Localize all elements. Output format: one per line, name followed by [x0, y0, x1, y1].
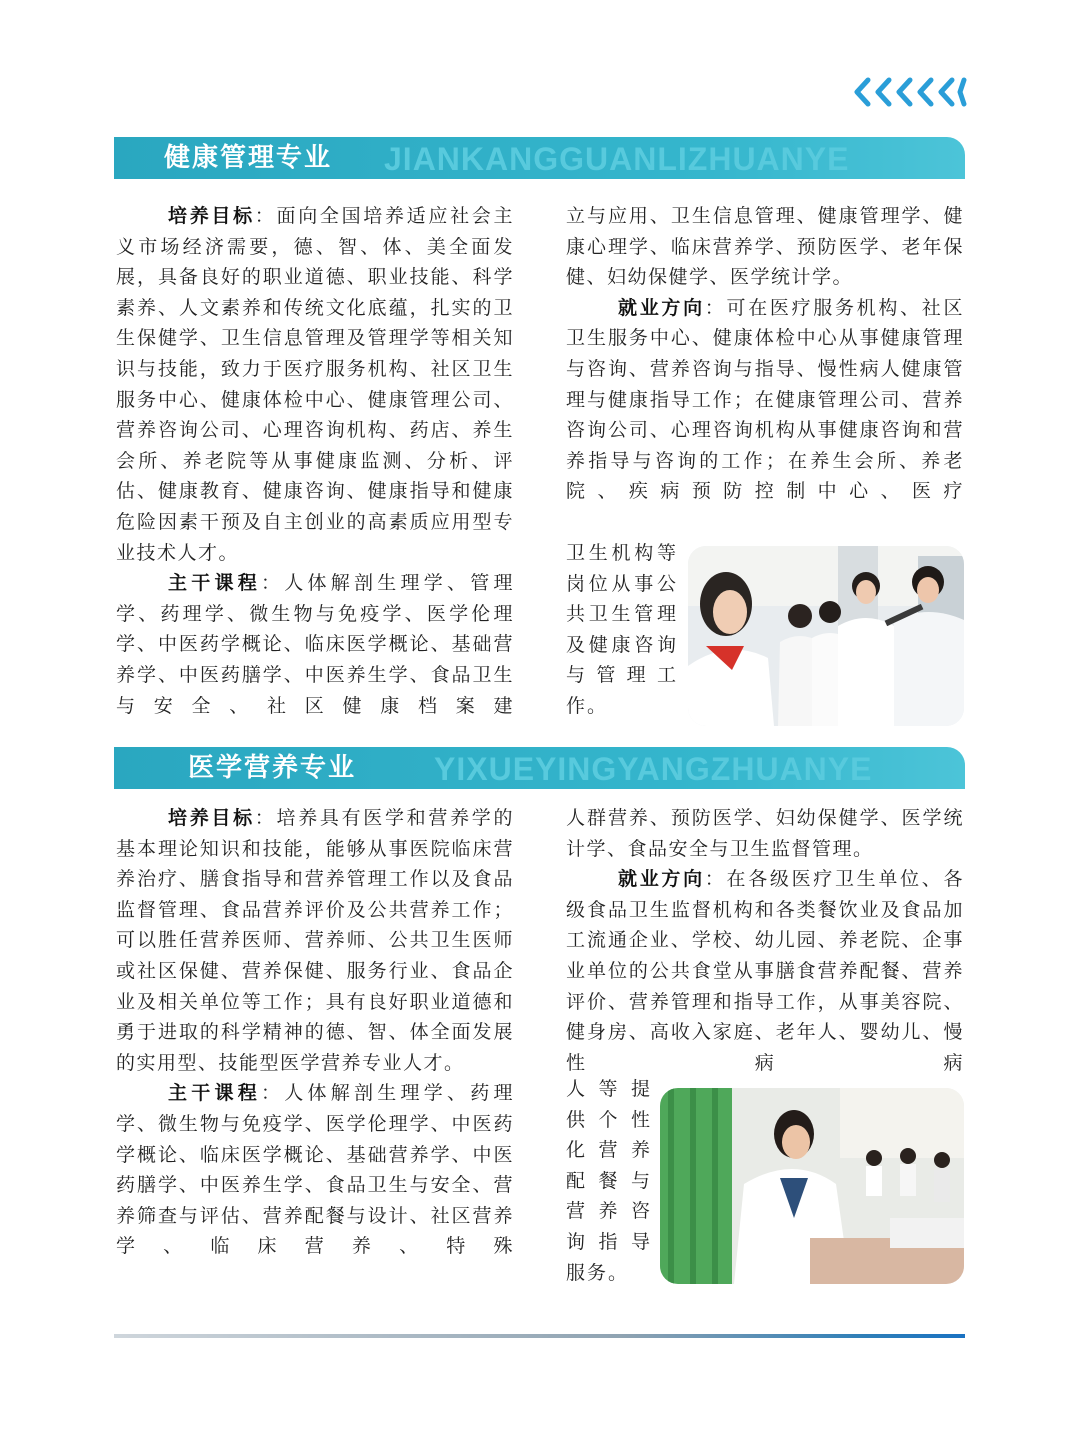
career-text: ：在各级医疗卫生单位、各级食品卫生监督机构和各类餐饮业及食品加工流通企业、学校、幼儿园、养老院、企事业单位的公共食堂从事膳食营养配餐、营养评价、营养管理和指导工作，从事美容院、健身房、高收入家庭、老年人、婴幼儿、慢性病病: [566, 868, 964, 1074]
goal-label: 培养目标: [168, 205, 255, 227]
left-column-2: [116, 803, 514, 1262]
training-goal-paragraph: [116, 201, 514, 568]
main-courses-paragraph: [116, 1078, 514, 1262]
right-column-1: [566, 201, 964, 507]
course-text: ：人体解剖生理学、药理学、微生物与免疫学、医学伦理学、中医药学概论、临床医学概论、基础营养学、中医药膳学、中医养生学、食品卫生与安全、营养筛查与评估、营养配餐与设计、社区营养学、临床营养、特殊: [116, 1082, 514, 1258]
course-continuation: 人群营养、预防医学、妇幼保健学、医学统计学、食品安全与卫生监督管理。: [566, 807, 964, 860]
career-line: 卫生机构等: [566, 542, 678, 564]
career-narrow-2: [566, 1074, 652, 1288]
career-paragraph: [566, 864, 964, 1078]
left-column-1: [116, 201, 514, 721]
career-line: 营 养 咨: [566, 1200, 652, 1223]
right-column-2: [566, 803, 964, 1078]
course-text: ：人体解剖生理学、管理学、药理学、微生物与免疫学、医学伦理学、中医药学概论、临床医学概论、基础营养学、中医药膳学、中医养生学、食品卫生与安全、社区健康档案建: [116, 572, 514, 717]
course-label: 主干课程: [168, 572, 261, 595]
doctor-demonstration-photo: [660, 1088, 964, 1284]
goal-label: 培养目标: [168, 807, 255, 829]
career-text: ：可在医疗服务机构、社区卫生服务中心、健康体检中心从事健康管理与咨询、营养咨询与指导、慢性病人健康管理与健康指导工作；在健康管理公司、营养咨询公司、心理咨询机构从事健康咨询和营养指导与咨询的工作；在养生会所、养老院、疾病预防控制中心、医疗: [566, 296, 964, 503]
career-line: 询 指 导: [566, 1230, 652, 1253]
career-paragraph: [566, 293, 964, 507]
section-header-health-management: [114, 137, 965, 179]
section-pinyin: YIXUEYINGYANGZHUANYE: [434, 751, 873, 787]
course-label: 主干课程: [168, 1082, 261, 1105]
career-line: 供 个 性: [566, 1108, 652, 1131]
main-courses-paragraph: [116, 568, 514, 721]
course-continuation: 立与应用、卫生信息管理、健康管理学、健康心理学、临床营养学、预防医学、老年保健、妇幼保健学、医学统计学。: [566, 205, 964, 289]
goal-text: ：面向全国培养适应社会主义市场经济需要，德、智、体、美全面发展，具备良好的职业道德、职业技能、科学素养、人文素养和传统文化底蕴，扎实的卫生保健学、卫生信息管理及管理学等相关知识与技能，致力于医疗服务机构、社区卫生服务中心、健康体检中心、健康管理公司、营养咨询公司、心理咨询机构、药店、养生会所、养老院等从事健康监测、分析、评估、健康教育、健康咨询、健康指导和健康危险因素干预及自主创业的高素质应用型专业技术人才。: [116, 205, 514, 564]
career-line: 作。: [566, 694, 609, 717]
training-goal-paragraph: [116, 803, 514, 1078]
section-title: 医学营养专业: [188, 753, 357, 783]
goal-text: ：培养具有医学和营养学的基本理论知识和技能，能够从事医院临床营养治疗、膳食指导和营养管理工作以及食品监督管理、食品营养评价及公共营养工作；可以胜任营养医师、营养师、公共卫生医师或社区保健、营养保健、服务行业、食品企业及相关单位等工作；具有良好职业道德和勇于进取的科学精神的德、智、体全面发展的实用型、技能型医学营养专业人才。: [116, 807, 514, 1074]
career-narrow-1: [566, 538, 678, 722]
students-in-lab-photo: [688, 546, 964, 726]
career-line: 与 管 理 工: [566, 664, 678, 687]
section-header-medical-nutrition: [114, 747, 965, 789]
career-label: 就业方向: [618, 868, 705, 891]
career-label: 就业方向: [618, 296, 705, 319]
career-line: 配 餐 与: [566, 1169, 652, 1192]
career-line: 共卫生管理: [566, 603, 678, 626]
career-line: 化 营 养: [566, 1139, 652, 1162]
career-line: 人 等 提: [566, 1078, 652, 1100]
section-title: 健康管理专业: [164, 143, 333, 173]
section-pinyin: JIANKANGGUANLIZHUANYE: [384, 141, 850, 177]
chevron-left-icon: [852, 74, 967, 110]
career-line: 岗位从事公: [566, 572, 678, 595]
career-line: 服务。: [566, 1261, 630, 1284]
footer-divider: [114, 1334, 965, 1338]
career-line: 及健康咨询: [566, 633, 678, 656]
